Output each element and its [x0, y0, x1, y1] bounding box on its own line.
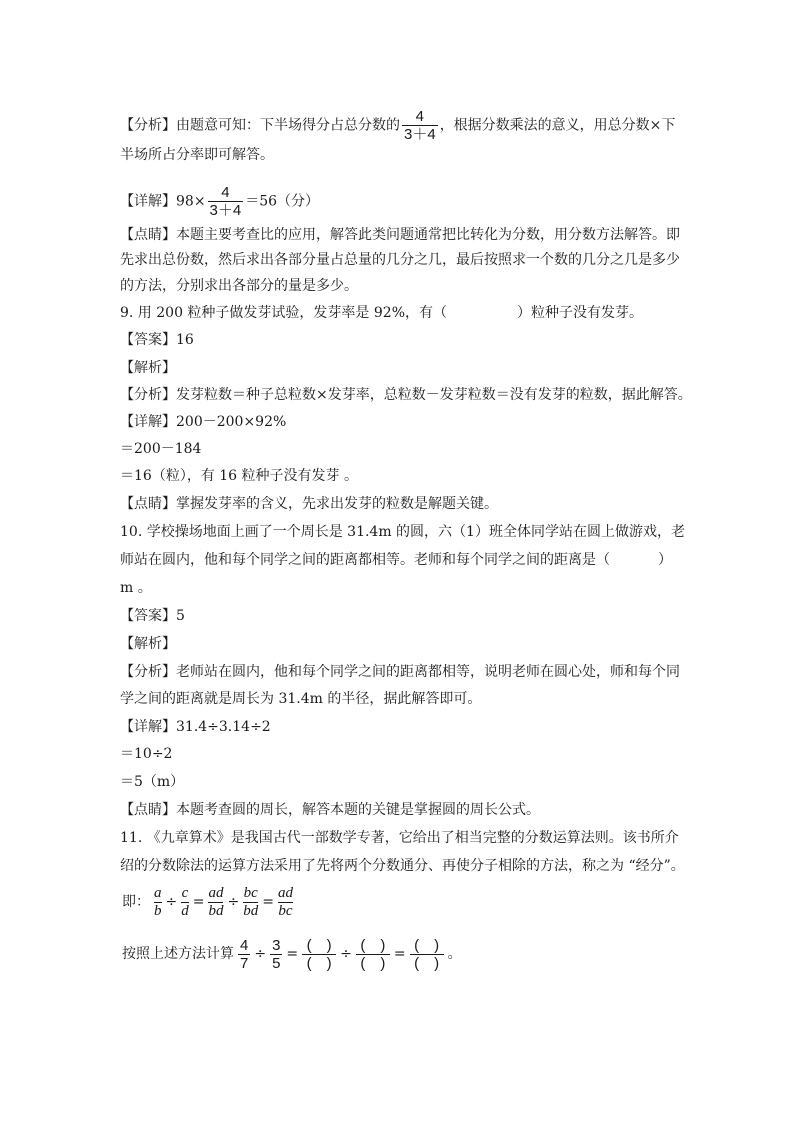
formula-line [120, 882, 295, 922]
fraction-4-over-7 [238, 937, 250, 972]
detail-text: ＝200－184 [120, 441, 202, 457]
analysis-text-c: 半场所占分率即可解答。 [120, 147, 274, 163]
fraction-numerator: ad [277, 884, 293, 901]
answer-line [120, 330, 194, 350]
analysis-tag: 【分析】 [120, 664, 176, 680]
fraction-denominator: 3＋4 [209, 202, 242, 219]
comment-line-3 [120, 276, 358, 296]
fraction-denominator: d [181, 902, 189, 919]
explain-tag: 【解析】 [120, 360, 176, 376]
question-text: ）粒种子没有发芽。 [517, 305, 643, 321]
fraction-numerator: 4 [221, 184, 230, 201]
question-text: ） [658, 552, 672, 568]
calc-prefix: 按照上述方法计算 [122, 946, 234, 962]
fraction-numerator: bc [243, 884, 258, 901]
fraction-bc-over-bd [243, 885, 258, 920]
answer-value: 16 [176, 332, 194, 348]
comment-text: 本题主要考查比的应用，解答此类问题通常把比转化为分数，用分数方法解答。即 [176, 227, 680, 243]
fraction-denominator: bc [278, 902, 293, 919]
equals-sign: = [192, 894, 205, 910]
analysis-text: 学之间的距离就是周长为 31.4m 的半径，据此解答即可。 [120, 691, 482, 707]
detail-line [120, 412, 286, 432]
analysis-tag: 【分析】 [120, 117, 176, 134]
calc-line [120, 932, 464, 976]
question-text: 师站在圆内，他和每个同学之间的距离都相等。老师和每个同学之间的距离是（ [120, 552, 610, 568]
detail-step [120, 466, 358, 486]
period-mark: 。 [447, 946, 462, 962]
blank-denominator: ( ) [360, 954, 386, 972]
detail-text: 200－200×92% [176, 414, 287, 430]
divide-sign: ÷ [254, 946, 267, 962]
detail-step [120, 439, 201, 459]
fraction-c-over-d [181, 885, 189, 920]
comment-line-1 [120, 225, 680, 245]
fraction-numerator: ad [208, 884, 224, 901]
fraction-numerator: 3 [272, 936, 281, 954]
fraction-a-over-b [154, 885, 162, 920]
fraction-4-over-3plus4 [208, 184, 244, 219]
comment-tag: 【点睛】 [120, 802, 176, 818]
question-10-line-3 [120, 578, 152, 598]
fraction-ad-over-bd [208, 885, 223, 920]
blank-numerator: ( ) [360, 936, 386, 954]
detail-text: ＝10÷2 [120, 746, 173, 762]
fraction-3-over-5 [270, 937, 282, 972]
blank-denominator: ( ) [414, 954, 440, 972]
detail-text-b: ＝56（分） [245, 193, 320, 210]
answer-tag: 【答案】 [120, 332, 176, 348]
fraction-denominator: b [154, 902, 162, 919]
comment-tag: 【点睛】 [120, 496, 176, 512]
comment-line [120, 494, 498, 514]
fraction-denominator: 7 [240, 954, 249, 972]
fraction-ad-over-bc [278, 885, 293, 920]
answer-tag: 【答案】 [120, 608, 176, 624]
fraction-denominator: bd [243, 902, 259, 919]
detail-tag: 【详解】 [120, 193, 176, 210]
blank-numerator: ( ) [306, 936, 332, 954]
equals-sign: = [393, 946, 406, 962]
question-text: 9. 用 200 粒种子做发芽试验，发芽率是 92%，有（ [120, 305, 447, 321]
detail-line [120, 717, 271, 737]
comment-text: 本题考查圆的周长，解答本题的关键是掌握圆的周长公式。 [176, 802, 540, 818]
fraction-numerator: a [154, 884, 162, 901]
fraction-numerator: c [181, 884, 189, 901]
detail-line [120, 184, 319, 219]
divide-sign: ÷ [165, 894, 178, 910]
blank-numerator: ( ) [414, 936, 440, 954]
detail-tag: 【详解】 [120, 719, 176, 735]
detail-text: ＝16（粒），有 16 粒种子没有发芽 。 [120, 468, 358, 484]
question-11-line-2 [120, 856, 685, 876]
equals-sign: = [262, 894, 274, 910]
explain-line [120, 358, 176, 378]
divide-sign: ÷ [227, 894, 240, 910]
analysis-text-a: 由题意可知：下半场得分占总分数的 [176, 117, 400, 134]
detail-tag: 【详解】 [120, 414, 176, 430]
question-text: 10. 学校操场地面上画了一个周长是 31.4m 的圆，六（1）班全体同学站在圆上做游戏，老 [120, 524, 685, 540]
analysis-line-1 [120, 662, 680, 682]
question-10-line-2 [120, 550, 672, 570]
blank-denominator: ( ) [306, 954, 332, 972]
comment-text: 先求出总份数，然后求出各部分量占总量的几分之几，最后按照求一个数的几分之几是多少 [120, 252, 680, 268]
question-10-line-1 [120, 522, 685, 542]
question-text: 绍的分数除法的运算方法采用了先将两个分数通分、再使分子相除的方法，称之为 “经分”。 [120, 858, 685, 874]
explain-line [120, 634, 176, 654]
detail-text-a: 98× [176, 193, 206, 210]
comment-text: 的方法，分别求出各部分的量是多少。 [120, 278, 358, 294]
analysis-text-b: ，根据分数乘法的意义，用总分数×下 [439, 117, 676, 134]
explain-tag: 【解析】 [120, 636, 176, 652]
equals-sign: = [286, 946, 299, 962]
detail-text: 31.4÷3.14÷2 [176, 719, 271, 735]
answer-line [120, 606, 185, 626]
question-9 [120, 303, 643, 323]
comment-line [120, 800, 540, 820]
question-11-line-1 [120, 828, 679, 848]
detail-step [120, 772, 184, 792]
analysis-line-2 [120, 145, 274, 165]
fraction-numerator: 4 [415, 108, 425, 125]
fraction-numerator: 4 [240, 936, 249, 954]
blank-fraction-1 [302, 937, 336, 972]
comment-text: 掌握发芽率的含义，先求出发芽的粒数是解题关键。 [176, 496, 498, 512]
blank-fraction-3 [410, 937, 444, 972]
analysis-line [120, 385, 692, 405]
question-text: m 。 [120, 580, 152, 596]
analysis-line-1 [120, 108, 675, 143]
formula-prefix: 即： [122, 894, 150, 910]
comment-line-2 [120, 250, 680, 270]
divide-sign: ÷ [340, 946, 352, 962]
detail-step [120, 744, 172, 764]
fraction-denominator: 3＋4 [404, 126, 436, 143]
analysis-line-2 [120, 689, 481, 709]
answer-value: 5 [176, 608, 185, 624]
blank-fraction-2 [356, 937, 390, 972]
comment-tag: 【点睛】 [120, 227, 176, 243]
detail-text: ＝5（m） [120, 774, 185, 790]
fraction-denominator: 5 [272, 954, 281, 972]
analysis-text: 老师站在圆内，他和每个同学之间的距离都相等，说明老师在圆心处，师和每个同 [176, 664, 680, 680]
fraction-4-over-3plus4 [402, 108, 438, 143]
analysis-text: 发芽粒数＝种子总粒数×发芽率，总粒数－发芽粒数＝没有发芽的粒数，据此解答。 [176, 387, 692, 403]
analysis-tag: 【分析】 [120, 387, 176, 403]
fraction-denominator: bd [208, 902, 224, 919]
question-text: 11. 《九章算术》是我国古代一部数学专著，它给出了相当完整的分数运算法则。该书所介 [120, 830, 679, 846]
